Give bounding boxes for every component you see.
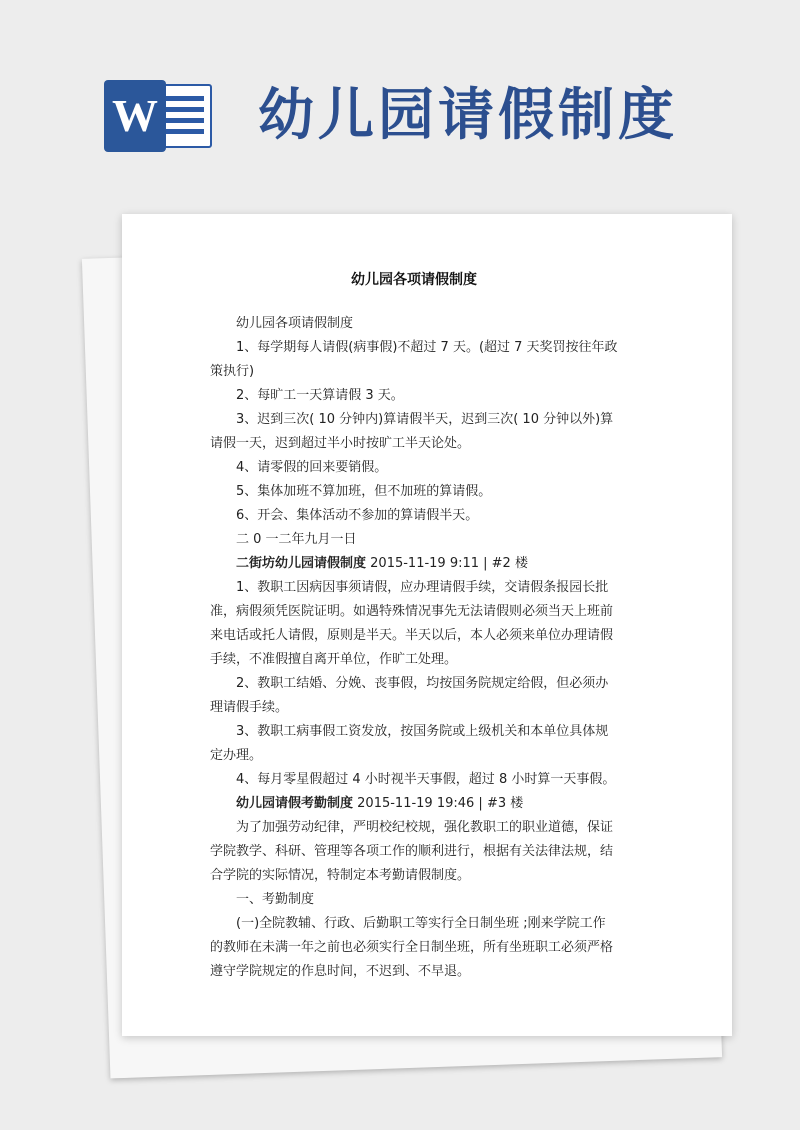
banner-title: 幼儿园请假制度 [258, 83, 678, 148]
document-title: 幼儿园各项请假制度 [351, 272, 477, 288]
paragraph: 5、集体加班不算加班，但不加班的算请假。 [236, 484, 492, 499]
paragraph: 6、开会、集体活动不参加的算请假半天。 [236, 508, 479, 523]
paragraph: 2、教职工结婚、分娩、丧事假，均按国务院规定给假，但必须办理请假手续。 [210, 676, 609, 715]
post-heading-2 [210, 552, 618, 576]
post-meta: 2015-11-19 9:11 | #2 楼 [366, 556, 528, 571]
paragraph: 1、每学期每人请假(病事假)不超过 7 天。(超过 7 天奖罚按往年政策执行) [210, 340, 618, 379]
paragraph: 3、迟到三次( 10 分钟内)算请假半天，迟到三次( 10 分钟以外)算请假一天，迟到超过半小时按旷工半天论处。 [210, 412, 614, 451]
paragraph: 4、每月零星假超过 4 小时视半天事假，超过 8 小时算一天事假。 [236, 772, 616, 787]
paragraph: 幼儿园各项请假制度 [236, 316, 354, 331]
document-content [210, 270, 618, 984]
paragraph: 1、教职工因病因事须请假，应办理请假手续，交请假条报园长批准，病假须凭医院证明。如遇特殊情况事先无法请假则必须当天上班前来电话或托人请假，原则是半天。半天以后，本人必须来单位办理请假手续，不准假擅自离开单位，作旷工处理。 [210, 580, 614, 667]
date-line: 二 0 一二年九月一日 [236, 532, 357, 547]
word-w-letter: W [104, 80, 166, 152]
post-title: 二街坊幼儿园请假制度 [236, 556, 367, 571]
document-page [122, 214, 732, 1036]
post-title: 幼儿园请假考勤制度 [236, 796, 354, 811]
post-meta: 2015-11-19 19:46 | #3 楼 [353, 796, 524, 811]
word-document-icon [104, 80, 216, 152]
banner-header [0, 0, 800, 200]
paragraph: 4、请零假的回来要销假。 [236, 460, 388, 475]
post-heading-3 [210, 792, 618, 816]
section-heading: 一、考勤制度 [236, 892, 315, 907]
paragraph: (一)全院教辅、行政、后勤职工等实行全日制坐班 ;刚来学院工作的教师在未满一年之前也必须实行全日制坐班，所有坐班职工必须严格遵守学院规定的作息时间，不迟到、不早退。 [210, 916, 614, 979]
paragraph: 2、每旷工一天算请假 3 天。 [236, 388, 404, 403]
paragraph: 3、教职工病事假工资发放，按国务院或上级机关和本单位具体规定办理。 [210, 724, 609, 763]
paragraph: 为了加强劳动纪律，严明校纪校规，强化教职工的职业道德，保证学院教学、科研、管理等各项工作的顺利进行，根据有关法律法规，结合学院的实际情况，特制定本考勤请假制度。 [210, 820, 614, 883]
